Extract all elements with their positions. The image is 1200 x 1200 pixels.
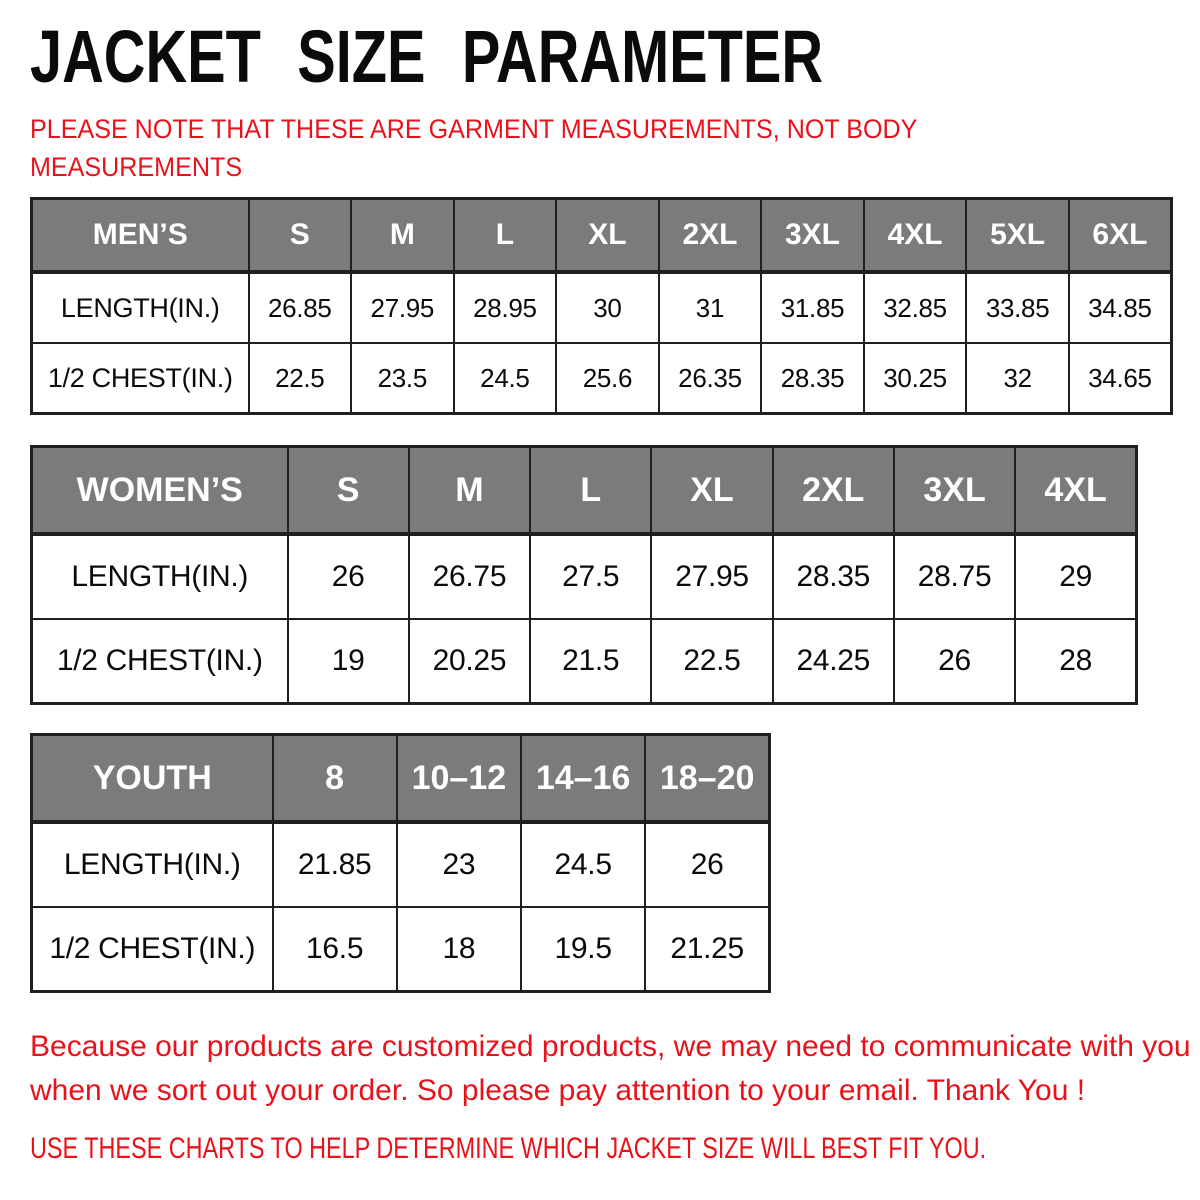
mens-measurement-value-cell: 28.35	[761, 343, 864, 414]
mens-measurement-row	[32, 272, 1172, 343]
youth-measurement-value-cell: 26	[645, 822, 769, 907]
youth-header-row	[32, 735, 770, 823]
mens-measurement-value-cell: 28.95	[454, 272, 557, 343]
womens-measurement-value-cell: 26	[288, 534, 409, 619]
mens-measurement-row	[32, 343, 1172, 414]
mens-measurement-value-cell: 27.95	[351, 272, 454, 343]
youth-size-header-cell: 8	[273, 735, 397, 823]
mens-size-header-cell: 6XL	[1069, 199, 1172, 273]
mens-row-label-cell: 1/2 CHEST(IN.)	[32, 343, 249, 414]
womens-measurement-value-cell: 21.5	[530, 619, 651, 704]
womens-size-header-cell: S	[288, 447, 409, 535]
youth-measurement-value-cell: 21.85	[273, 822, 397, 907]
youth-measurement-value-cell: 23	[397, 822, 521, 907]
garment-note-line2: MEASUREMENTS	[30, 152, 243, 182]
mens-measurement-value-cell: 30.25	[864, 343, 967, 414]
womens-table-title-cell: WOMEN’S	[32, 447, 288, 535]
youth-measurement-row	[32, 907, 770, 992]
womens-size-header-cell: M	[409, 447, 530, 535]
mens-size-header-cell: 3XL	[761, 199, 864, 273]
womens-row-label-cell: 1/2 CHEST(IN.)	[32, 619, 288, 704]
youth-measurement-value-cell: 24.5	[521, 822, 645, 907]
mens-size-header-cell: 4XL	[864, 199, 967, 273]
womens-measurement-value-cell: 26.75	[409, 534, 530, 619]
mens-measurement-value-cell: 32	[966, 343, 1069, 414]
womens-size-header-cell: L	[530, 447, 651, 535]
garment-note-line1: PLEASE NOTE THAT THESE ARE GARMENT MEASUREMENTS, NOT BODY	[30, 114, 918, 144]
size-chart-page	[0, 15, 1200, 1167]
womens-measurement-value-cell: 28.35	[773, 534, 894, 619]
youth-row-label-cell: LENGTH(IN.)	[32, 822, 273, 907]
youth-measurement-value-cell: 21.25	[645, 907, 769, 992]
youth-measurement-value-cell: 19.5	[521, 907, 645, 992]
womens-measurement-value-cell: 22.5	[651, 619, 772, 704]
womens-measurement-value-cell: 24.25	[773, 619, 894, 704]
mens-size-header-cell: M	[351, 199, 454, 273]
mens-size-header-cell: S	[249, 199, 352, 273]
mens-measurement-value-cell: 30	[556, 272, 659, 343]
womens-measurement-value-cell: 27.95	[651, 534, 772, 619]
mens-row-label-cell: LENGTH(IN.)	[32, 272, 249, 343]
page-title: JACKET SIZE PARAMETER	[30, 15, 824, 98]
mens-measurement-value-cell: 23.5	[351, 343, 454, 414]
womens-measurement-value-cell: 20.25	[409, 619, 530, 704]
mens-measurement-value-cell: 34.85	[1069, 272, 1172, 343]
womens-measurement-value-cell: 26	[894, 619, 1015, 704]
youth-size-header-cell: 10–12	[397, 735, 521, 823]
garment-note	[30, 110, 1118, 186]
womens-row-label-cell: LENGTH(IN.)	[32, 534, 288, 619]
fit-note	[30, 1131, 1200, 1167]
youth-row-label-cell: 1/2 CHEST(IN.)	[32, 907, 273, 992]
mens-size-header-cell: L	[454, 199, 557, 273]
womens-size-header-cell: 4XL	[1015, 447, 1136, 535]
womens-size-header-cell: 2XL	[773, 447, 894, 535]
customization-note-line2: when we sort out your order. So please pay attention to your email. Thank You !	[30, 1074, 1086, 1107]
customization-note-line1: Because our products are customized products, we may need to communicate with you	[30, 1030, 1191, 1063]
womens-header-row	[32, 447, 1137, 535]
womens-measurement-value-cell: 28.75	[894, 534, 1015, 619]
mens-size-table	[30, 197, 1173, 415]
mens-size-header-cell: XL	[556, 199, 659, 273]
womens-measurement-value-cell: 19	[288, 619, 409, 704]
mens-measurement-value-cell: 31.85	[761, 272, 864, 343]
womens-measurement-value-cell: 27.5	[530, 534, 651, 619]
youth-size-table	[30, 733, 771, 993]
mens-measurement-value-cell: 32.85	[864, 272, 967, 343]
mens-table-title-cell: MEN’S	[32, 199, 249, 273]
customization-note	[30, 1025, 1200, 1113]
youth-measurement-value-cell: 16.5	[273, 907, 397, 992]
mens-measurement-value-cell: 26.85	[249, 272, 352, 343]
mens-header-row	[32, 199, 1172, 273]
mens-measurement-value-cell: 26.35	[659, 343, 762, 414]
womens-measurement-value-cell: 29	[1015, 534, 1136, 619]
fit-note-text: USE THESE CHARTS TO HELP DETERMINE WHICH JACKET SIZE WILL BEST FIT YOU.	[30, 1132, 987, 1165]
youth-measurement-row	[32, 822, 770, 907]
mens-measurement-value-cell: 22.5	[249, 343, 352, 414]
mens-measurement-value-cell: 34.65	[1069, 343, 1172, 414]
womens-measurement-value-cell: 28	[1015, 619, 1136, 704]
mens-measurement-value-cell: 25.6	[556, 343, 659, 414]
womens-size-header-cell: XL	[651, 447, 772, 535]
womens-size-table	[30, 445, 1138, 705]
youth-size-header-cell: 14–16	[521, 735, 645, 823]
womens-measurement-row	[32, 619, 1137, 704]
youth-table-title-cell: YOUTH	[32, 735, 273, 823]
youth-size-header-cell: 18–20	[645, 735, 769, 823]
youth-measurement-value-cell: 18	[397, 907, 521, 992]
mens-size-header-cell: 5XL	[966, 199, 1069, 273]
mens-measurement-value-cell: 31	[659, 272, 762, 343]
womens-measurement-row	[32, 534, 1137, 619]
mens-size-header-cell: 2XL	[659, 199, 762, 273]
mens-measurement-value-cell: 24.5	[454, 343, 557, 414]
mens-measurement-value-cell: 33.85	[966, 272, 1069, 343]
womens-size-header-cell: 3XL	[894, 447, 1015, 535]
